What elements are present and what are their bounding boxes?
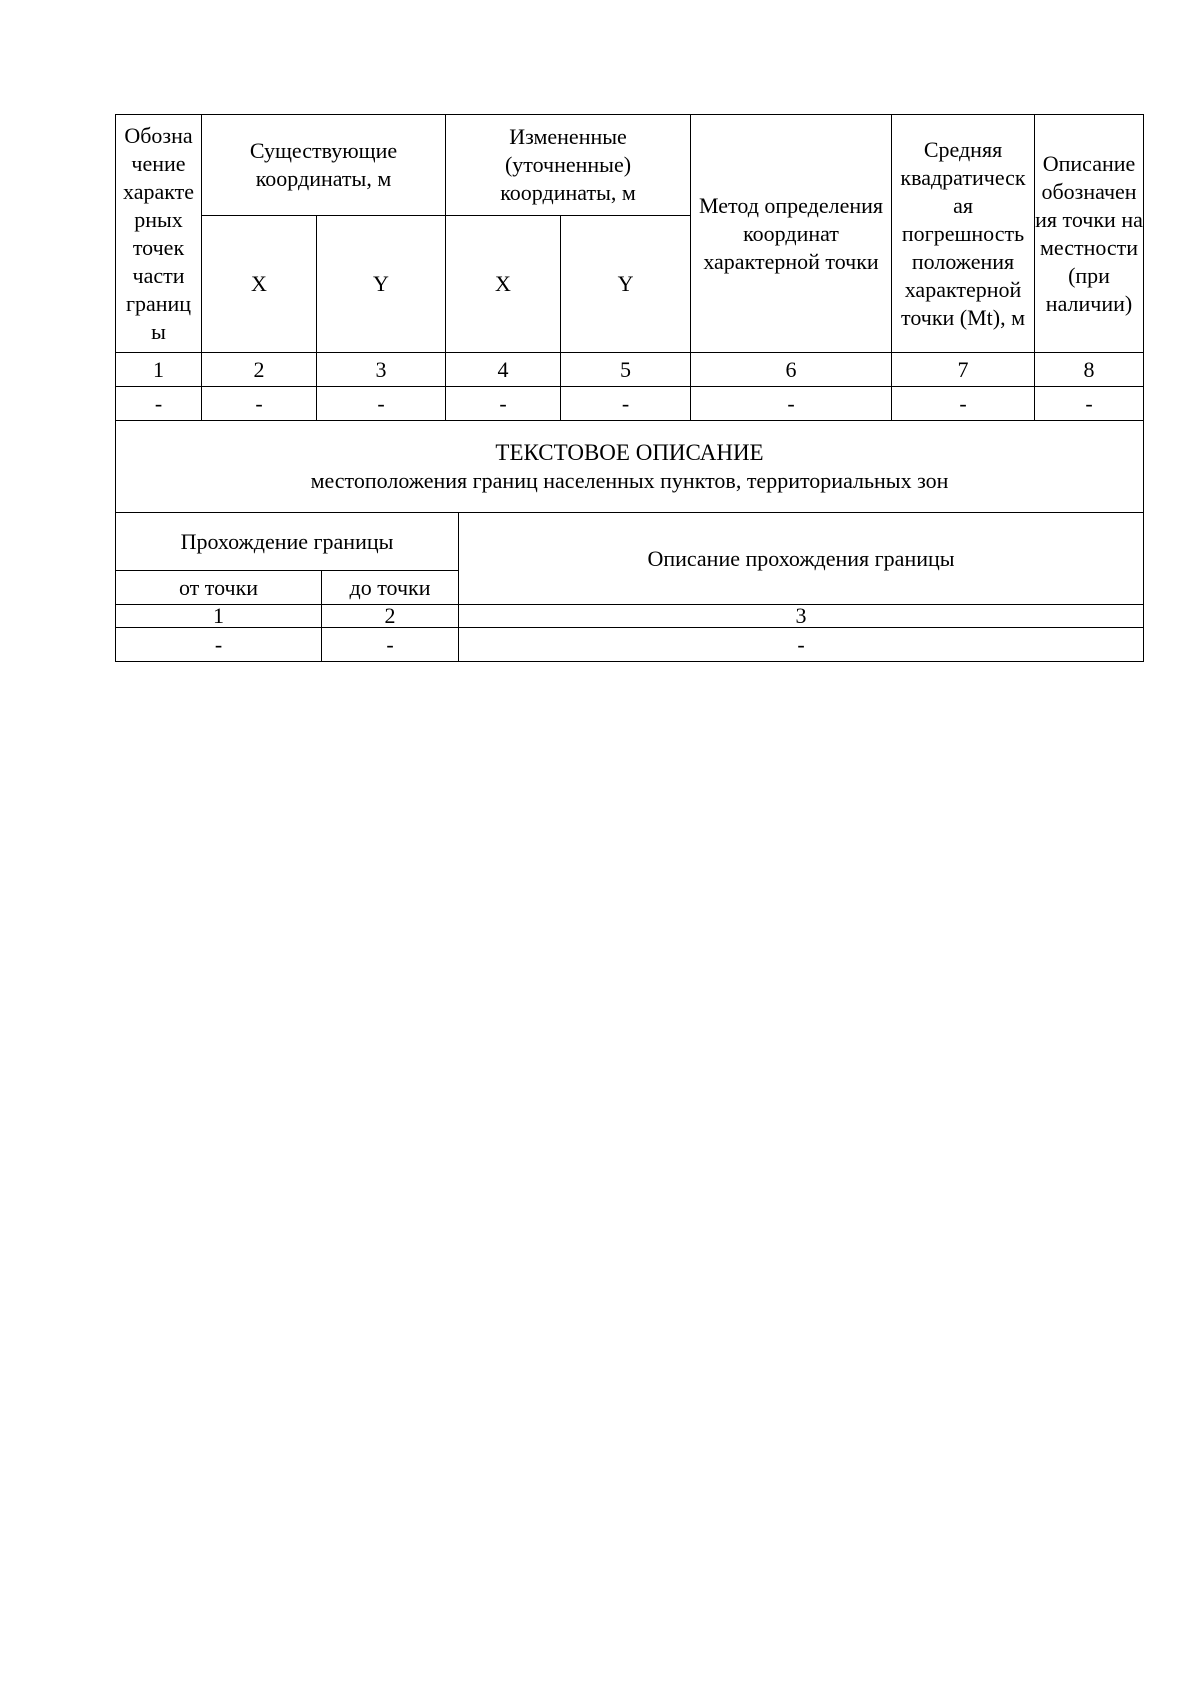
table-row [116,628,1144,662]
table-cell: - [561,387,691,421]
column-number: 1 [116,605,322,628]
table-cell: - [459,628,1144,662]
coordinates-table [115,114,1144,513]
column-number: 6 [691,353,892,387]
column-number: 1 [116,353,202,387]
boundary-column-number-row [116,605,1144,628]
column-number: 3 [317,353,446,387]
header-changed-x: X [446,216,561,353]
header-changed-y: Y [561,216,691,353]
header-mean-error: Средняя квадратическ ая погрешность положения характерной точки (Mt), м [892,115,1035,353]
header-existing-coordinates: Существующие координаты, м [202,115,446,216]
table-cell: - [202,387,317,421]
header-to-point: до точки [322,571,459,605]
text-description-title: ТЕКСТОВОЕ ОПИСАНИЕ [495,439,764,465]
column-number: 8 [1035,353,1144,387]
column-number: 5 [561,353,691,387]
header-row-1 [116,115,1144,216]
header-point-description: Описание обозначен ия точки на местности (при наличии) [1035,115,1144,353]
boundary-header-row-1 [116,513,1144,571]
text-description-row [116,421,1144,513]
column-number: 3 [459,605,1144,628]
text-description-subtitle: местоположения границ населенных пунктов, территориальных зон [310,467,949,493]
column-number: 4 [446,353,561,387]
table-cell: - [892,387,1035,421]
header-boundary-passage: Прохождение границы [116,513,459,571]
header-existing-x: X [202,216,317,353]
header-boundary-description: Описание прохождения границы [459,513,1144,605]
boundary-table [115,512,1144,662]
header-changed-coordinates: Измененные (уточненные) координаты, м [446,115,691,216]
table-cell: - [446,387,561,421]
table-cell: - [116,387,202,421]
column-number: 2 [322,605,459,628]
column-number: 2 [202,353,317,387]
text-description-cell [116,421,1144,513]
table-cell: - [1035,387,1144,421]
header-existing-y: Y [317,216,446,353]
column-number: 7 [892,353,1035,387]
table-cell: - [317,387,446,421]
table-cell: - [322,628,459,662]
header-point-designation: Обозна чение характе рных точек части границ ы [116,115,202,353]
header-method: Метод определения координат характерной точки [691,115,892,353]
column-number-row [116,353,1144,387]
table-cell: - [116,628,322,662]
table-row [116,387,1144,421]
header-from-point: от точки [116,571,322,605]
table-cell: - [691,387,892,421]
